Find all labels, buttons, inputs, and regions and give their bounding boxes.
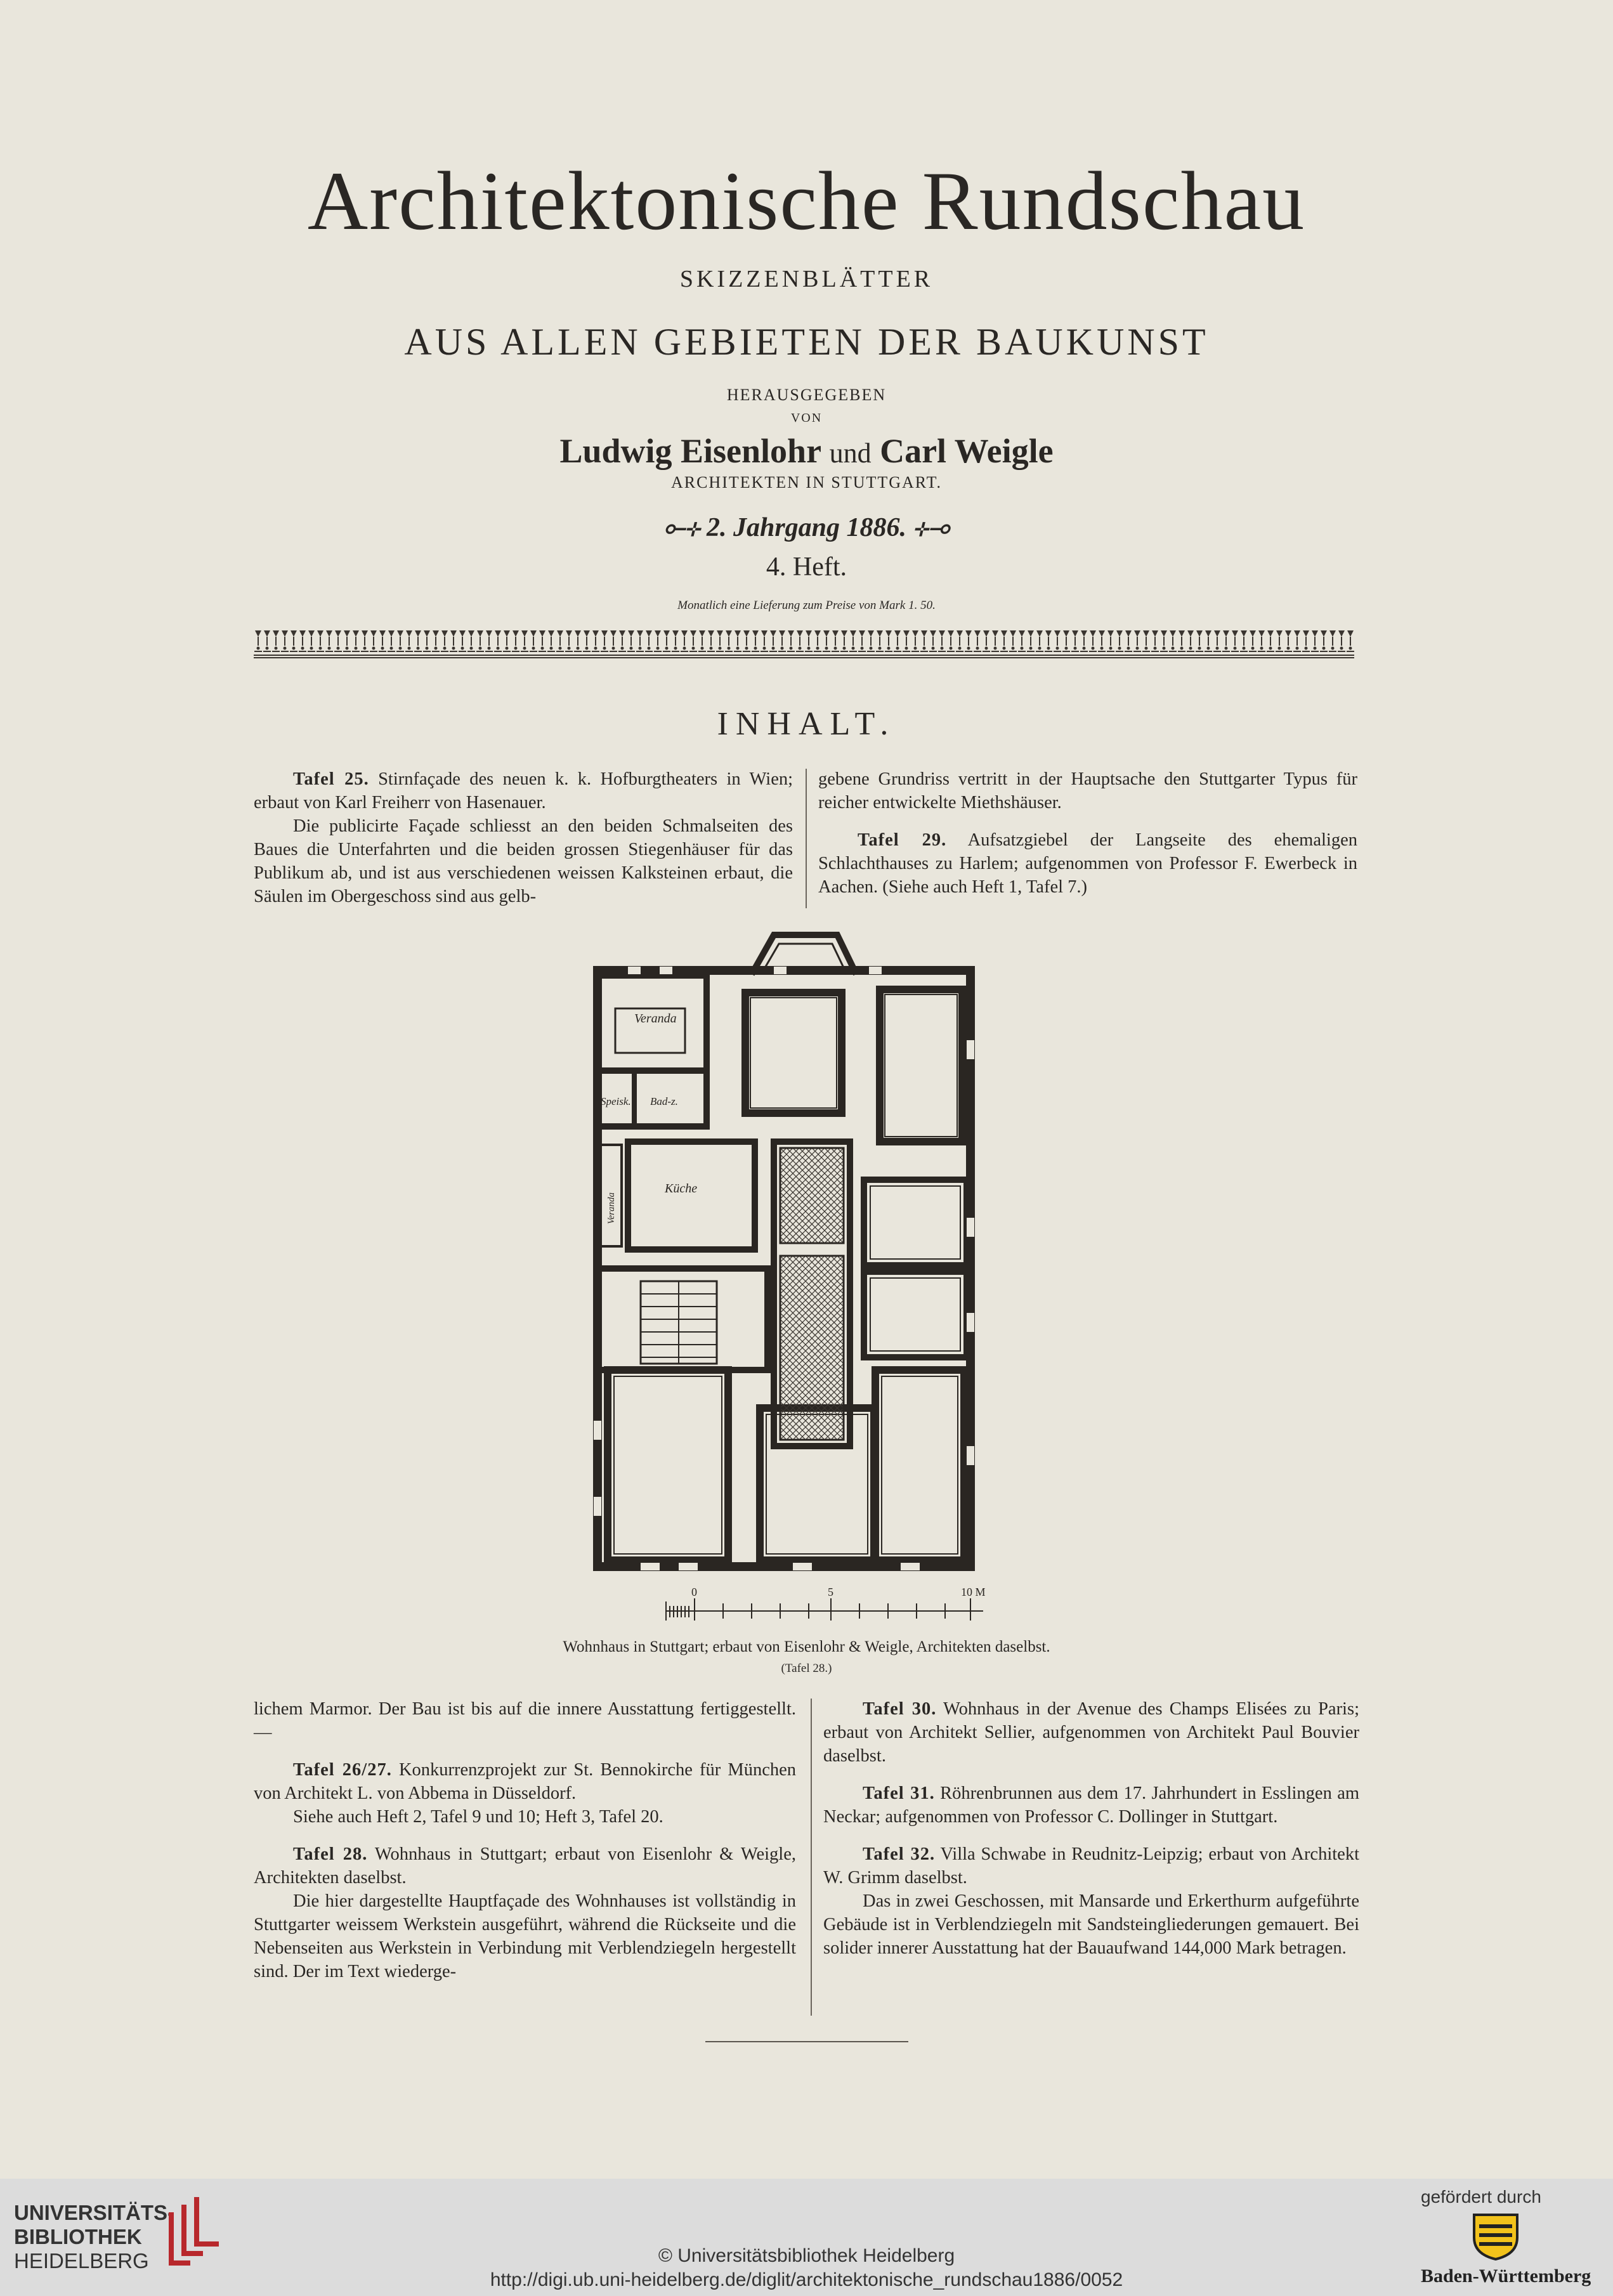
stair-treads <box>641 1281 717 1364</box>
room-lower-right <box>875 1370 964 1560</box>
plan-label: Veranda <box>606 1192 617 1224</box>
room-right-2 <box>864 1272 967 1357</box>
bottom-left-column <box>254 1697 796 1983</box>
paragraph <box>823 1843 1359 1889</box>
paragraph-text: lichem Marmor. Der Bau ist bis auf die innere Ausstattung fertiggestellt. — <box>254 1699 796 1742</box>
subtitle-gebiete: AUS ALLEN GEBIETEN DER BAUKUNST <box>404 321 1209 363</box>
paragraph <box>823 1697 1359 1768</box>
author-2: Carl Weigle <box>880 432 1054 470</box>
paragraph <box>254 814 793 908</box>
paragraph <box>823 1889 1359 1960</box>
library-line-2: BIBLIOTHEK <box>14 2225 142 2248</box>
figure-caption-tafel: (Tafel 28.) <box>781 1662 832 1675</box>
floor-plan <box>590 926 1034 1649</box>
top-right-column <box>818 767 1357 899</box>
hatched-floor-1 <box>780 1148 844 1243</box>
herausgegeben-label: HERAUSGEGEBEN <box>726 386 887 404</box>
bottom-right-column <box>823 1697 1359 1960</box>
paragraph-text: Die hier dargestellte Hauptfaçade des Wohnhauses ist vollständig in Stuttgarter weissem Werkstein ausgeführt, während die Rückseite und die Nebenseiten aus Werkstein in Verbindung mit Verblendziegeln hergestellt sind. Der im Text wiederge- <box>254 1891 796 1981</box>
paragraph-text: Das in zwei Geschossen, mit Mansarde und Erkerthurm aufgeführte Gebäude ist in Verblendziegeln mit Sandsteingliederungen gemauert. Bei solider innerer Ausstattung hat der Bauaufwand 144,000 Mark betragen. <box>823 1891 1359 1958</box>
spacer <box>254 1829 796 1843</box>
hatched-floor-2 <box>780 1256 844 1440</box>
ornament-left-icon: ⟜⊹ <box>663 513 700 542</box>
source-url-link[interactable]: http://digi.ub.uni-heidelberg.de/diglit/architektonische_rundschau1886/0052 <box>490 2269 1123 2290</box>
paragraph <box>818 828 1357 899</box>
paragraph <box>823 1782 1359 1829</box>
room-inner <box>882 1376 958 1554</box>
room-kueche <box>628 1142 755 1249</box>
paragraph-text: Die publicirte Façade schliesst an den beiden Schmalseiten des Baues die Unterfahrten und die beiden grossen Stiegenhäuser für das Publikum ab, und ist aus verschiedenen weissen Kalksteinen erbaut, die Säulen im Obergeschoss sind aus gelb- <box>254 816 793 906</box>
heft-number: 4. Heft. <box>766 552 847 582</box>
tafel-label: Tafel 30. <box>863 1699 937 1719</box>
spacer <box>818 814 1357 828</box>
paragraph <box>818 767 1357 814</box>
state-name: Baden-Württemberg <box>1421 2266 1591 2286</box>
paragraph <box>254 1805 796 1829</box>
paragraph <box>254 1843 796 1889</box>
inhalt-heading: INHALT. <box>717 706 896 742</box>
room-inner <box>870 1186 960 1259</box>
room-inner <box>885 995 957 1137</box>
jahrgang: 2. Jahrgang 1886. <box>706 513 907 542</box>
von-label: VON <box>790 411 823 425</box>
spacer <box>823 1768 1359 1782</box>
spacer <box>254 1744 796 1758</box>
scale-label: 10 M <box>961 1586 986 1598</box>
library-line-1: UNIVERSITÄTS- <box>14 2201 175 2224</box>
paragraph <box>254 767 793 814</box>
tafel-label: Tafel 26/27. <box>293 1760 392 1780</box>
paragraph-text: Wohnhaus in der Avenue des Champs Elisées zu Paris; erbaut von Architekt Sellier, aufgenommen von Architekt Paul Bouvier daselbst. <box>823 1699 1359 1766</box>
paragraph-text: Aufsatzgiebel der Langseite des ehemaligen Schlachthauses zu Harlem; aufgenommen von Professor F. Ewerbeck in Aachen. (Siehe auch Heft 1, Tafel 7.) <box>818 830 1357 897</box>
plan-label: Bad-z. <box>650 1095 678 1107</box>
paragraph <box>254 1697 796 1744</box>
column-divider <box>806 769 807 908</box>
paragraph-text: Siehe auch Heft 2, Tafel 9 und 10; Heft 3, Tafel 20. <box>293 1807 663 1827</box>
paragraph-text: Stirnfaçade des neuen k. k. Hofburgtheaters in Wien; erbaut von Karl Freiherr von Hasenauer. <box>254 769 793 812</box>
paragraph-text: Konkurrenzprojekt zur St. Bennokirche für München von Architekt L. von Abbema in Düsseldorf. <box>254 1760 796 1803</box>
architekten-label: ARCHITEKTEN IN STUTTGART. <box>670 473 943 492</box>
plan-label: Veranda <box>634 1012 677 1026</box>
state-coat-of-arms-icon <box>1470 2212 1521 2260</box>
subtitle-skizzen: SKIZZENBLÄTTER <box>679 266 934 292</box>
room-lower-left <box>608 1370 728 1560</box>
room-inner <box>750 998 837 1108</box>
paragraph-text: gebene Grundriss vertritt in der Hauptsache den Stuttgarter Typus für reicher entwickelte Miethshäuser. <box>818 769 1357 812</box>
end-rule <box>705 2041 908 2042</box>
tafel-label: Tafel 25. <box>293 769 369 789</box>
room-inner <box>870 1278 960 1351</box>
decorative-border-icon <box>254 628 1354 658</box>
library-line-3: HEIDELBERG <box>14 2249 149 2273</box>
tafel-label: Tafel 32. <box>863 1844 936 1864</box>
scale-label: 0 <box>691 1586 697 1598</box>
top-left-column <box>254 767 793 908</box>
paragraph <box>254 1758 796 1805</box>
jahrgang-line <box>0 512 1613 543</box>
tafel-label: Tafel 29. <box>858 830 947 850</box>
room-upper-right <box>880 989 962 1142</box>
author-1: Ludwig Eisenlohr <box>559 432 821 470</box>
room-upper-middle <box>745 993 842 1113</box>
paragraph-text: Röhrenbrunnen aus dem 17. Jahrhundert in Esslingen am Neckar; aufgenommen von Professor C. Dollinger in Stuttgart. <box>823 1784 1360 1827</box>
plan-label: Speisk. <box>601 1095 631 1107</box>
paragraph <box>254 1889 796 1983</box>
figure-caption: Wohnhaus in Stuttgart; erbaut von Eisenlohr & Weigle, Architekten daselbst. <box>563 1638 1050 1655</box>
tafel-label: Tafel 28. <box>293 1844 368 1864</box>
price-note: Monatlich eine Lieferung zum Preise von Mark 1. 50. <box>677 599 936 612</box>
scale-bar <box>666 1598 983 1621</box>
paragraph-text: Wohnhaus in Stuttgart; erbaut von Eisenlohr & Weigle, Architekten daselbst. <box>254 1844 796 1888</box>
column-divider <box>811 1699 812 2016</box>
funding-label: gefördert durch <box>1421 2187 1541 2207</box>
room-right-1 <box>864 1180 967 1265</box>
authors <box>0 431 1613 471</box>
scale-label: 5 <box>828 1586 833 1598</box>
plan-label: Küche <box>665 1182 698 1196</box>
paragraph-text: Villa Schwabe in Reudnitz-Leipzig; erbaut von Architekt W. Grimm daselbst. <box>823 1844 1359 1888</box>
tafel-label: Tafel 31. <box>863 1784 935 1803</box>
journal-title: Architektonische Rundschau <box>307 154 1306 247</box>
copyright-line: © Universitätsbibliothek Heidelberg <box>658 2245 955 2266</box>
spacer <box>823 1829 1359 1843</box>
ornament-right-icon: ⊹⊸ <box>913 513 950 542</box>
room-inner <box>614 1376 722 1554</box>
and-word: und <box>829 438 872 469</box>
